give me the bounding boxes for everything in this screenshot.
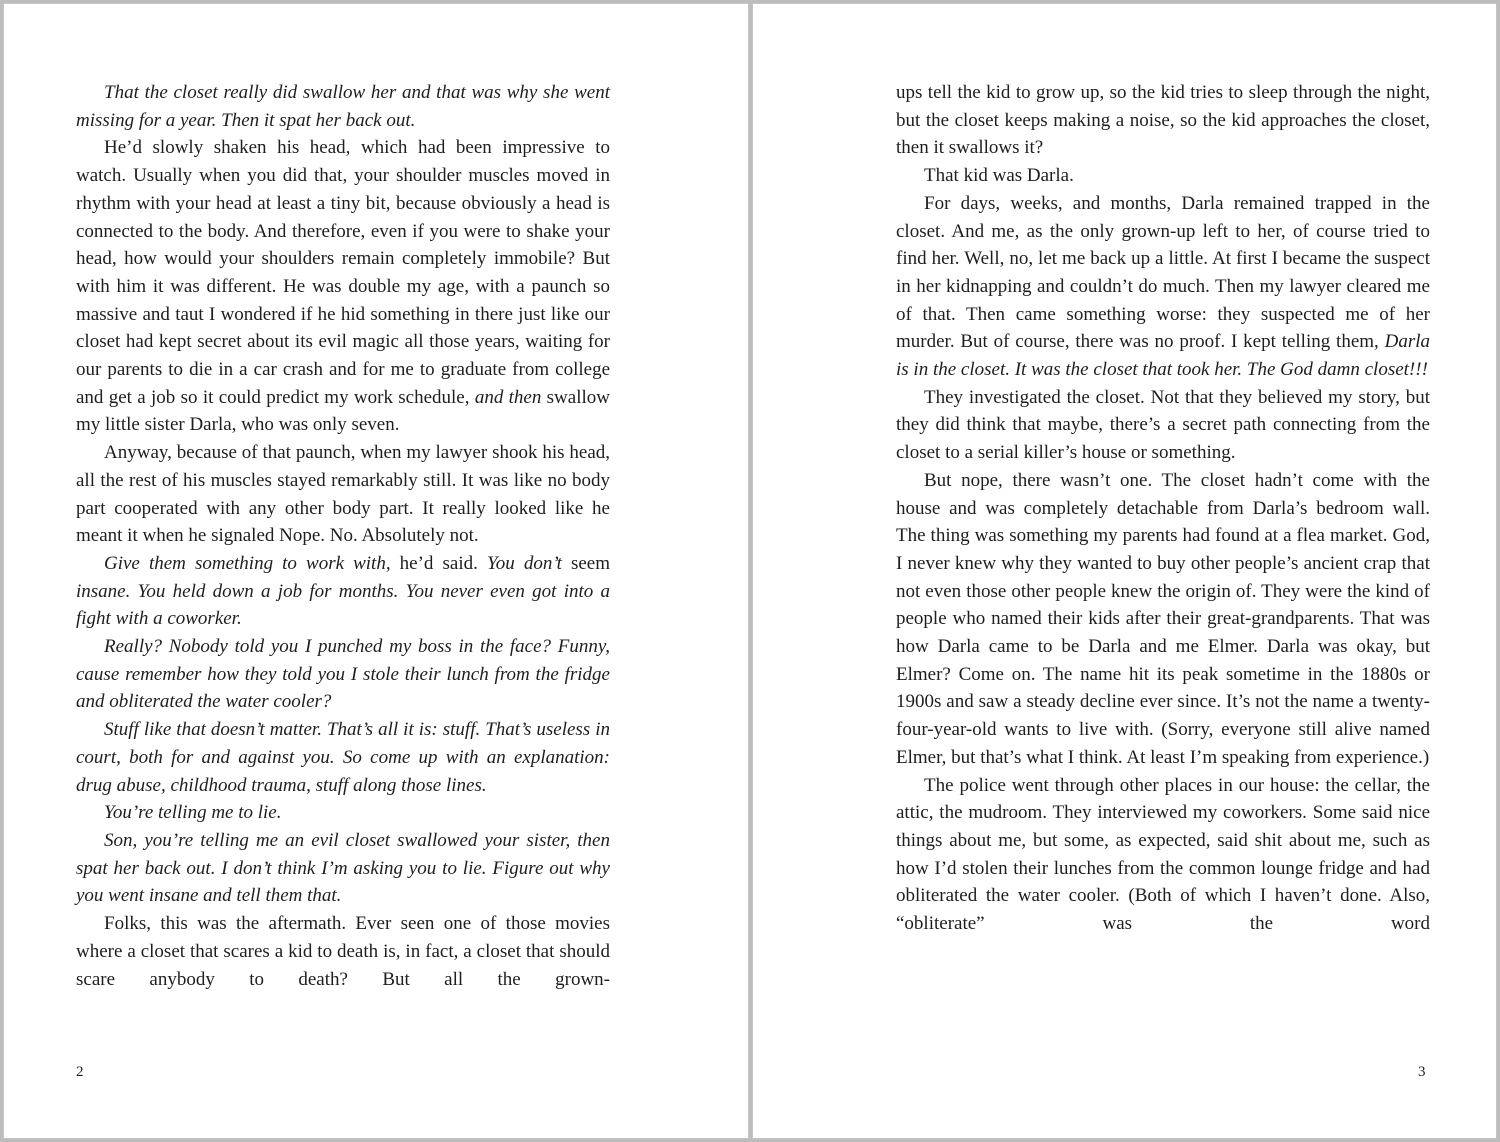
paragraph (896, 190, 1430, 384)
paragraph (896, 772, 1430, 938)
italic-text-run: You’re telling me to lie. (104, 802, 282, 824)
italic-text-run: Son, you’re telling me an evil closet swallowed your sister, then spat her back out. I don’t think I’m asking you to lie. Figure out why you went insane and tell them that. (76, 829, 610, 907)
paragraph (896, 384, 1430, 467)
text-run: They investigated the closet. Not that they believed my story, but they did think that maybe, there’s a secret path connecting from the closet to a serial killer’s house or something. (896, 386, 1430, 464)
text-run: The police went through other places in our house: the cellar, the attic, the mudroom. They interviewed my coworkers. Some said nice things about me, but some, as expected, said shit about me, such as how I’d stolen their lunches from the common lounge fridge and had obliterated the water cooler. (Both of which I haven’t done. Also, “obliterate” was the word (896, 774, 1430, 935)
text-run: ups tell the kid to grow up, so the kid tries to sleep through the night, but the closet keeps making a noise, so the kid approaches the closet, then it swallows it? (896, 82, 1430, 159)
text-run: Folks, this was the aftermath. Ever seen one of those movies where a closet that scares a kid to death is, in fact, a closet that should scare anybody to death? But all the grown- (76, 913, 610, 990)
text-run: He’d slowly shaken his head, which had been impressive to watch. Usually when you did that, your shoulder muscles moved in rhythm with your head at least a tiny bit, because obviously a head is connected to the body. And therefore, even if you were to shake your head, how would your shoulders remain completely immobile? But with him it was different. He was double my age, with a paunch so massive and taut I wondered if he hid something in there just like our closet had kept secret about its evil magic all those years, waiting for our parents to die in a car crash and for me to graduate from college and get a job so it could predict my work schedule, (76, 137, 610, 408)
paragraph (76, 79, 610, 134)
paragraph (76, 134, 610, 439)
italic-text-run: and then (474, 386, 542, 408)
right-page-text (896, 79, 1430, 938)
text-run: Anyway, because of that paunch, when my lawyer shook his head, all the rest of his muscles stayed remarkably still. It was like no body part cooperated with any other body part. It really looked like he meant it when he signaled Nope. No. Absolutely not. (76, 442, 610, 547)
text-run: swallow my little sister Darla, who was only seven. (76, 386, 610, 436)
paragraph (76, 550, 610, 633)
paragraph (896, 79, 1430, 162)
page-number: 2 (76, 1064, 84, 1080)
right-page[interactable] (752, 3, 1497, 1139)
italic-text-run: That the closet really did swallow her and that was why she went missing for a year. Then it spat her back out. (76, 82, 610, 131)
paragraph (76, 439, 610, 550)
italic-text-run: You don’t (486, 552, 562, 574)
page-number: 3 (1418, 1064, 1426, 1080)
italic-text-run: Stuff like that doesn’t matter. That’s all it is: stuff. That’s useless in court, both for and against you. So come up with an explanation: drug abuse, childhood trauma, stuff along those lines. (76, 719, 610, 796)
italic-text-run: Darla is in the closet. It was the closet that took her. The God damn closet!!! (896, 331, 1430, 381)
text-run: That kid was Darla. (924, 165, 1074, 187)
paragraph (896, 162, 1430, 190)
paragraph (76, 910, 610, 993)
paragraph (76, 799, 610, 827)
left-page[interactable] (3, 3, 749, 1139)
italic-text-run: insane. You held down a job for months. You never even got into a fight with a coworker. (76, 580, 610, 630)
text-run: For days, weeks, and months, Darla remained trapped in the closet. And me, as the only grown-up left to her, of course tried to find her. Well, no, let me back up a little. At first I became the suspect in her kidnapping and couldn’t do much. Then my lawyer cleared me of that. Then came something worse: they suspected me of her murder. But of course, there was no proof. I kept telling them, (896, 192, 1430, 353)
paragraph (76, 633, 610, 716)
italic-text-run: Give them something to work with, (104, 552, 391, 574)
paragraph (76, 827, 610, 910)
text-run: he’d said. (390, 552, 487, 574)
left-page-text (76, 79, 610, 993)
paragraph (76, 716, 610, 799)
paragraph (896, 467, 1430, 772)
text-run: seem (561, 552, 610, 574)
text-run: But nope, there wasn’t one. The closet hadn’t come with the house and was completely detachable from Darla’s bedroom wall. The thing was something my parents had found at a flea market. God, I never knew why they wanted to buy other people’s ancient crap that not even those other people knew the origin of. They were the kind of people who named their kids after their great-grandparents. That was how Darla came to be Darla and me Elmer. Darla was okay, but Elmer? Come on. The name hit its peak sometime in the 1880s or 1900s and saw a steady decline ever since. It’s not the name a twenty-four-year-old wants to live with. (Sorry, everyone still alive named Elmer, but that’s what I think. At least I’m speaking from experience.) (896, 469, 1430, 768)
italic-text-run: Really? Nobody told you I punched my boss in the face? Funny, cause remember how they told you I stole their lunch from the fridge and obliterated the water cooler? (76, 636, 610, 713)
